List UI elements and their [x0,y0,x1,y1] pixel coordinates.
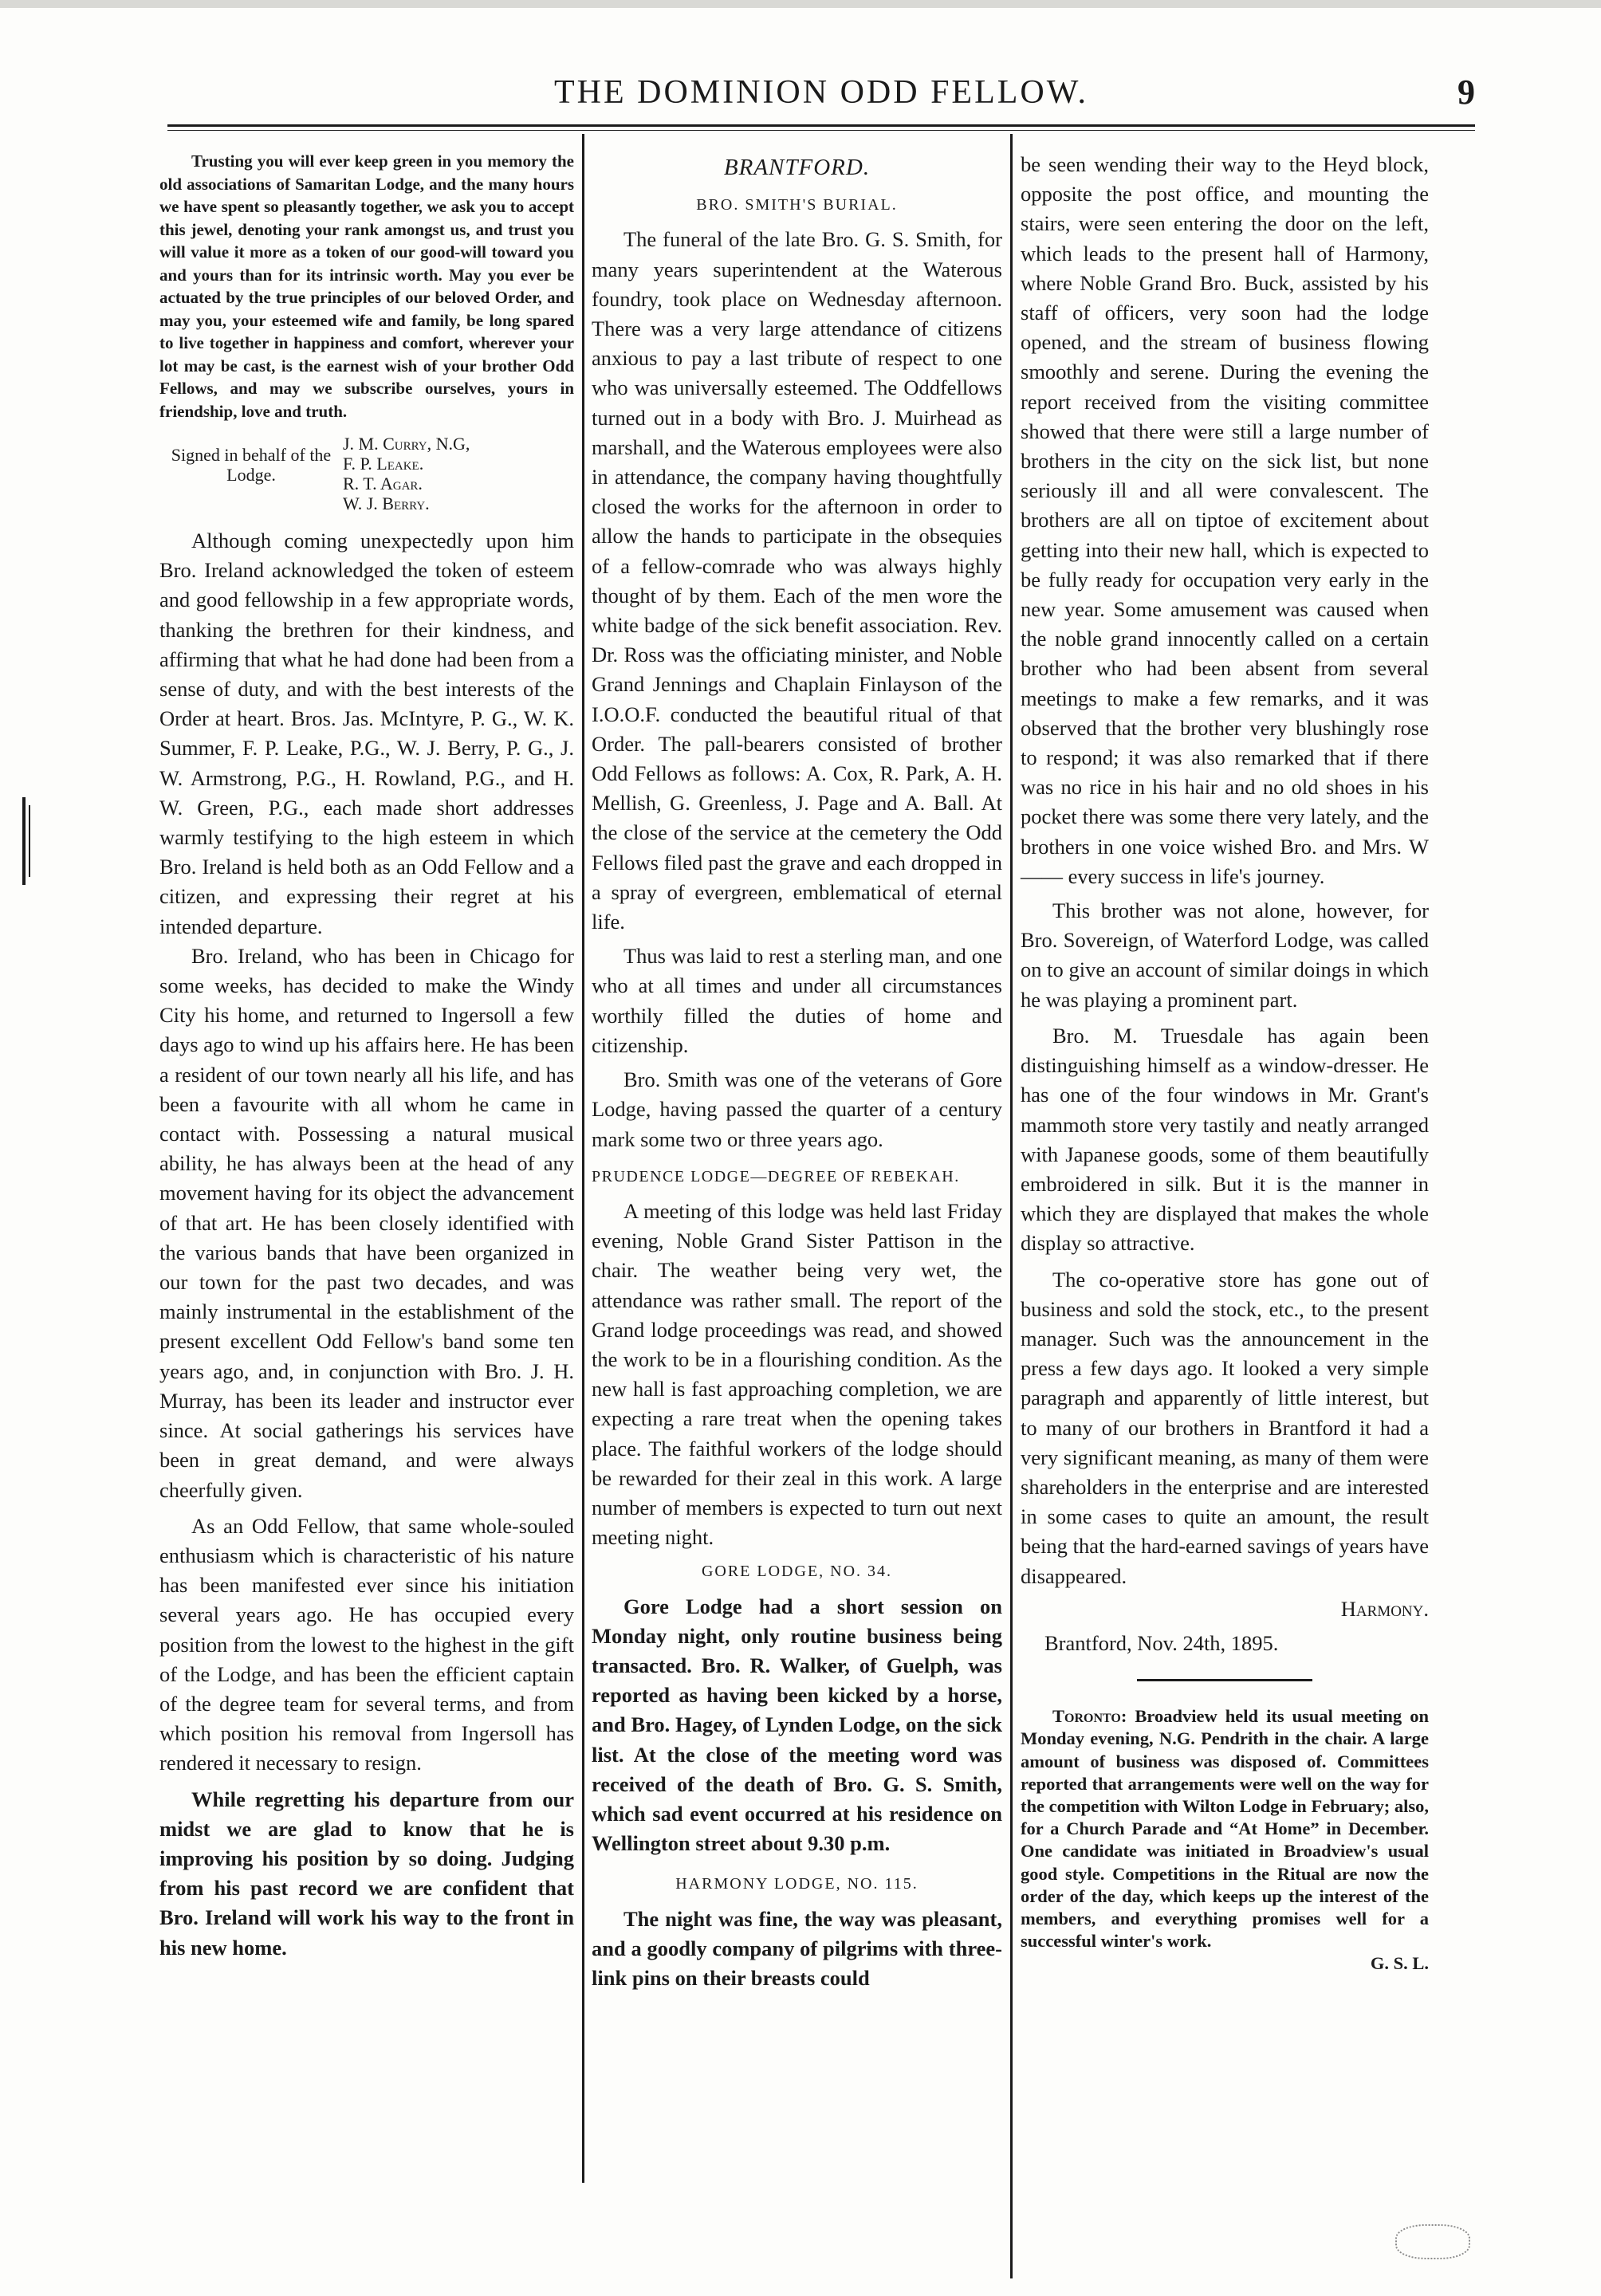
header-rule [167,124,1475,127]
column-1 [159,150,574,1963]
article-paragraph: As an Odd Fellow, that same whole-souled enthusiasm which is characteristic of his nature has been manifested ever since his initiation several years ago. He has occupied every position from the lowest to the highest in the gift of the Lodge, and has been the efficient captain of the degree team for several terms, and from which position his removal from Ingersoll has rendered it necessary to resign. [159,1513,574,1775]
correspondent-signature: Harmony. [1340,1596,1429,1621]
scan-mark [29,805,30,877]
signer: J. M. Curry, N.G, [343,434,470,454]
library-stamp [1395,2224,1470,2259]
signer: R. T. Agar. [343,474,423,493]
article-subheading: GORE LODGE, NO. 34. [701,1563,893,1581]
column-2 [592,150,1002,1993]
scan-edge [0,0,1601,8]
article-paragraph: Bro. Ireland, who has been in Chicago for some weeks, has decided to make the Windy City his home, and returned to Ingersoll a few days ago to wind up his affairs here. He has been a resident of our town nearly all his life, and has been a favourite with all whom he came in contact with. Possessing a natural musical ability, he has always been at the head of any movement having for its object the advancement of that art. He has been closely identified with the various bands that have been organized in our town for the past two decades, and was mainly instrumental in the establishment of the present excellent Odd Fellow's band some ten years ago, and, in conjunction with Bro. J. H. Murray, has been its leader and instructor ever since. At social gatherings his services have been in great demand, and were always cheerfully given. [159,943,574,1502]
article-paragraph: Bro. Smith was one of the veterans of Gore Lodge, having passed the quarter of a century mark some two or three years ago. [592,1067,1002,1151]
article-paragraph: The night was fine, the way was pleasant, and a goodly company of pilgrims with three-link pins on their breasts could [592,1906,1002,1990]
article-subheading: BRO. SMITH'S BURIAL. [696,196,898,214]
presentation-address: Trusting you will ever keep green in you memory the old associations of Samaritan Lodge, and the many hours we have spent so pleasantly together, we ask you to accept this jewel, denoting your rank amongst us, and trust you will value it more as a token of our good-will toward you and yours than for its intrinsic worth. May you ever be actuated by the true principles of our beloved Order, and may you, your esteemed wife and family, be long spared to live together in happiness and comfort, wherever your lot may be cast, is the earnest wish of your brother Odd Fellows, and may we subscribe ourselves, yours in friendship, love and truth. [159,151,574,421]
article-paragraph: The co-operative store has gone out of business and sold the stock, etc., to the present manager. Such was the announcement in the press a few days ago. It looked a very simple paragraph and apparently of little interest, but to many of our brothers in Brantford it had a very significant meaning, as many of them were shareholders in the enterprise and are interested in some cases to quite an amount, the result being that the hard-earned savings of years have disappeared. [1021,1267,1429,1588]
header-rule-thin [167,130,1475,131]
publication-title: THE DOMINION ODD FELLOW. [553,74,1089,111]
article-paragraph: Although coming unexpectedly upon him Bro. Ireland acknowledged the token of esteem and good fellowship in a few appropriate words, thanking the brethren for their kindness, and affirming that what he had done had been from a sense of duty, and with the best interests of the Order at heart. Bros. Jas. McIntyre, P. G., W. K. Summer, F. P. Leake, P.G., W. J. Berry, P. G., J. W. Armstrong, P.G., H. Rowland, P.G., and H. W. Green, P.G., each made short addresses warmly testifying to the high esteem in which Bro. Ireland is held both as an Odd Fellow and a citizen, and expressing their regret at his intended departure. [159,529,574,938]
toronto-lead: Toronto: [1052,1706,1127,1727]
signature-block [159,434,574,513]
page-number: 9 [1457,73,1475,112]
article-subheading: PRUDENCE LODGE—DEGREE OF REBEKAH. [592,1167,960,1185]
article-paragraph: Bro. M. Truesdale has again been distinguishing himself as a window-dresser. He has one of the four windows in Mr. Grant's mammoth store very tastily and neatly arranged with Japanese goods, some of them beautifully embroidered in silk. But it is the manner in which they are displayed that makes the whole display so attractive. [1021,1023,1429,1256]
article-paragraph: The funeral of the late Bro. G. S. Smith, for many years superintendent at the Waterous foundry, took place on Wednesday afternoon. There was a very large attendance of citizens anxious to pay a last tribute of respect to one who was universally esteemed. The Oddfellows turned out in a body with Bro. J. Muirhead as marshall, and the Waterous employees were also in attendance, the company having thoughtfully closed the works for the afternoon in order to allow the hands to participate in the obsequies of a fellow-comrade who was always highly thought of by them. Each of the men wore the white badge of the sick benefit association. Rev. Dr. Ross was the officiating minister, and Noble Grand Jennings and Chaplain Finlayson of the I.O.O.F. conducted the beautiful ritual of that Order. The pall-bearers consisted of brother Odd Fellows as follows: A. Cox, R. Park, A. H. Mellish, G. Greenless, J. Page and A. Ball. At the close of the service at the cemetery the Odd Fellows filed past the grave and each dropped in a spray of evergreen, emblematical of eternal life. [592,227,1002,934]
page-header [167,67,1475,123]
article-paragraph: be seen wending their way to the Heyd block, opposite the post office, and mounting the stairs, were seen entering the door on the left, which leads to the present hall of Harmony, where Noble Grand Bro. Buck, assisted by his staff of officers, very soon had the lodge opened, and the stream of business flowing smoothly and serene. During the evening the report received from the visiting committee showed that there were still a large number of brothers in the city on the sick list, but none seriously ill and all were convalescent. The brothers are all on tiptoe of excitement about getting into their new hall, which is expected to be fully ready for occupation very early in the new year. Some amusement was caused when the noble grand innocently called on a certain brother who had been absent from several meetings to make a few remarks, and it was observed that the brother very blushingly rose to respond; it was also remarked that if there was no rice in his hair and no old shoes in his pocket there was some there very lately, and the brothers in one voice wished Bro. and Mrs. W—— every success in life's journey. [1021,152,1429,888]
toronto-text: Broadview held its usual meeting on Monday evening, N.G. Pendrith in the chair. A large amount of business was disposed of. Committees reported that arrangements were well on the way for the competition with Wilton Lodge in February; also, for a Church Parade and “At Home” in December. One candidate was initiated in Broadview's usual good style. Competitions in the Ritual are now the order of the day, which keeps up the interest of the members, and everything promises well for a successful winter's work. [1021,1706,1429,1952]
article-paragraph: Gore Lodge had a short session on Monday night, only routine business being transacted. Bro. R. Walker, of Guelph, was reported as having been kicked by a horse, and Bro. Hagey, of Lynden Lodge, on the sick list. At the close of the meeting word was received of the death of Bro. G. S. Smith, which sad event occurred at his residence on Wellington street about 9.30 p.m. [592,1594,1002,1856]
signer: F. P. Leake. [343,454,424,474]
signed-label: Signed in behalf of the Lodge. [171,445,332,485]
article-paragraph: A meeting of this lodge was held last Friday evening, Noble Grand Sister Pattison in the chair. The weather being very wet, the attendance was rather small. The report of the Grand lodge proceedings was read, and showed the work to be in a flourishing condition. As the new hall is fast approaching completion, we are expecting a rare treat when the opening takes place. The faithful workers of the lodge should be rewarded for their zeal in this work. A large number of members is expected to turn out next meeting night. [592,1198,1002,1550]
section-heading: BRANTFORD. [723,155,871,180]
signer: W. J. Berry. [343,493,430,513]
signer-list [343,434,470,513]
column-divider-2 [1010,134,1013,2278]
dateline: Brantford, Nov. 24th, 1895. [1044,1630,1279,1655]
article-paragraph: This brother was not alone, however, for Bro. Sovereign, of Waterford Lodge, was called on to give an account of similar doings in which he was playing a prominent part. [1021,898,1429,1012]
scan-mark [22,797,26,885]
column-3 [1021,150,1429,1976]
toronto-signature: G. S. L. [1370,1953,1429,1974]
toronto-report [1021,1705,1429,1952]
article-paragraph: Thus was laid to rest a sterling man, and one who at all times and under all circumstances worthily filled the duties of home and citizenship. [592,944,1002,1057]
column-divider-1 [582,134,584,2183]
article-paragraph: While regretting his departure from our midst we are glad to know that he is improving his position by so doing. Judging from his past record we are confident that Bro. Ireland will work his way to the front in his new home. [159,1787,574,1960]
article-subheading: HARMONY LODGE, NO. 115. [675,1875,919,1893]
section-rule [1137,1679,1312,1681]
